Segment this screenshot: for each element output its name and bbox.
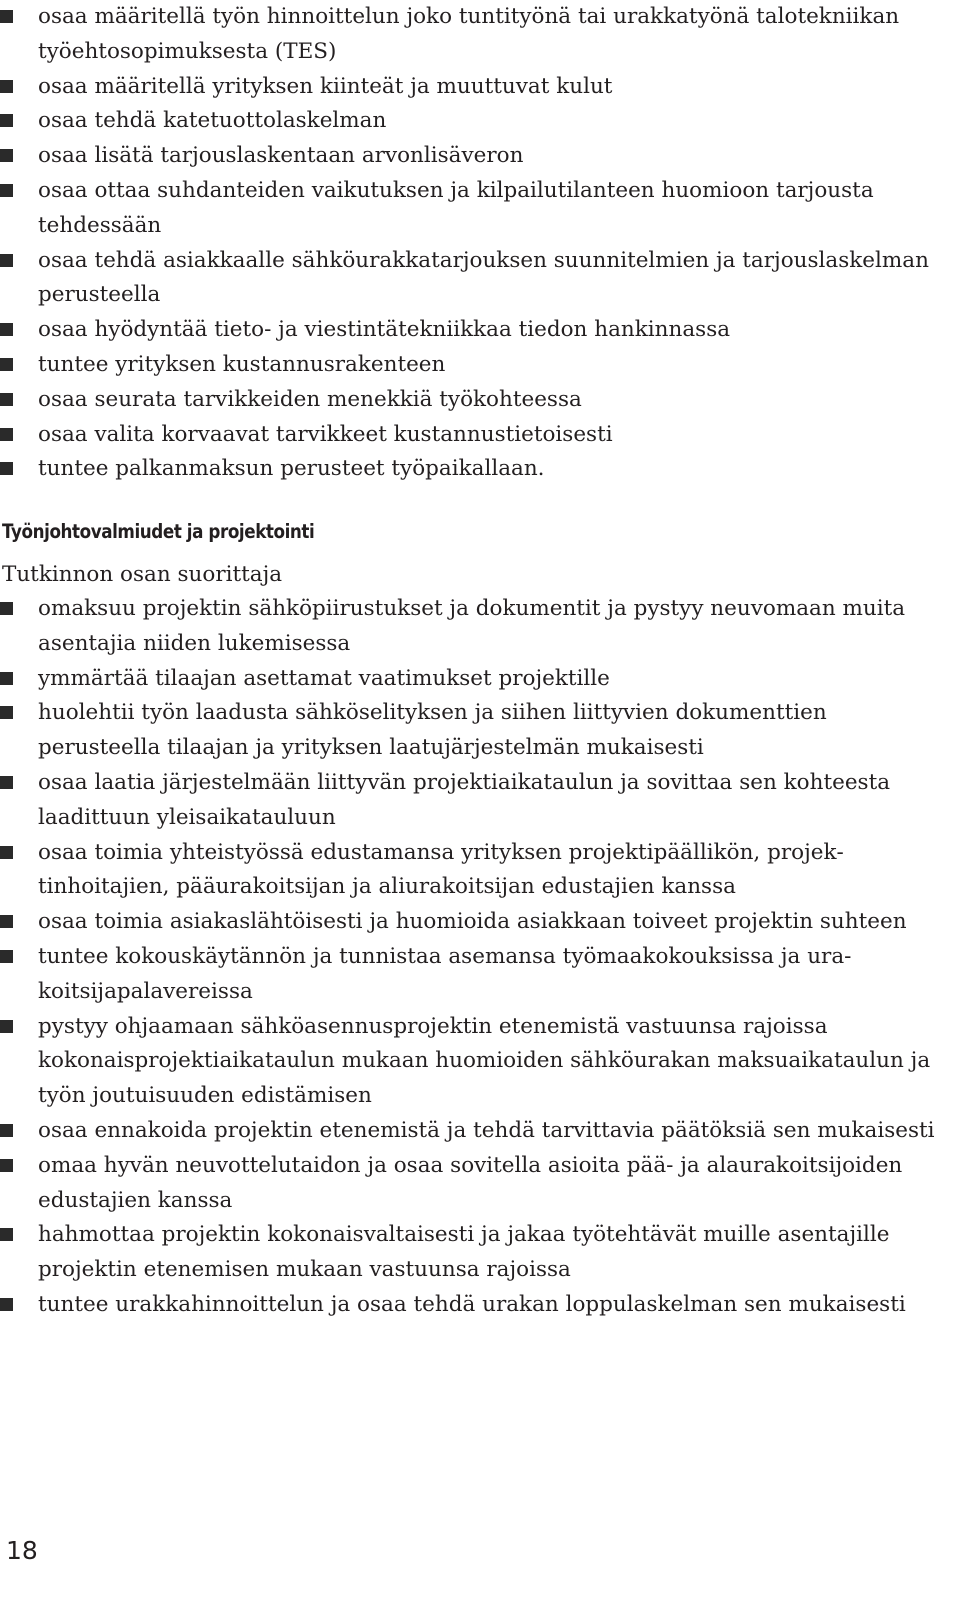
list-item-text: tuntee yrityksen kustannusrakenteen: [38, 351, 446, 377]
square-bullet-icon: [0, 602, 13, 615]
list-item-text: osaa tehdä asiakkaalle sähköurakkatarjouksen suunnitelmien ja tarjouslaskelman perusteella: [38, 247, 929, 308]
list-item-text: tuntee urakkahinnoittelun ja osaa tehdä urakan loppulaskelman sen mukaisesti: [38, 1291, 906, 1317]
square-bullet-icon: [0, 462, 13, 475]
list-item-text: osaa lisätä tarjouslaskentaan arvonlisäveron: [38, 143, 524, 169]
square-bullet-icon: [0, 846, 13, 859]
square-bullet-icon: [0, 1159, 13, 1172]
list-item-text: tuntee kokouskäytännön ja tunnistaa asemansa työmaakokouksissa ja urakoitsijapalavereissa: [38, 943, 852, 1004]
square-bullet-icon: [0, 1298, 13, 1311]
list-item-text: osaa toimia asiakaslähtöisesti ja huomioida asiakkaan toiveet projektin suhteen: [38, 909, 907, 935]
page-number: 18: [6, 1536, 38, 1565]
square-bullet-icon: [0, 915, 13, 928]
list-item-text: osaa ennakoida projektin etenemistä ja tehdä tarvittavia päätöksiä sen mukaisesti: [38, 1117, 935, 1143]
square-bullet-icon: [0, 149, 13, 162]
list-item: [0, 104, 935, 139]
list-item-text: osaa tehdä katetuottolaskelman: [38, 108, 387, 134]
square-bullet-icon: [0, 1020, 13, 1033]
list-item-text: omaksuu projektin sähköpiirustukset ja dokumentit ja pystyy neuvomaan muita asentajia niiden lukemisessa: [38, 596, 906, 656]
list-item-text: osaa toimia yhteistyössä edustamansa yrityksen projektipäällikön, projektinhoitajien, pääurakoitsijan ja aliurakoitsijan edustajien kanssa: [38, 839, 844, 900]
square-bullet-icon: [0, 114, 13, 127]
list-item-text: osaa valita korvaavat tarvikkeet kustannustietoisesti: [38, 421, 613, 447]
square-bullet-icon: [0, 254, 13, 267]
list-item: [0, 836, 935, 906]
square-bullet-icon: [0, 1124, 13, 1137]
list-item: [0, 139, 935, 174]
skills-list-pricing: [0, 0, 935, 487]
square-bullet-icon: [0, 950, 13, 963]
square-bullet-icon: [0, 10, 13, 23]
list-item-text: huolehtii työn laadusta sähköselityksen ja siihen liittyvien dokumenttien perusteella tilaajan ja yrityksen laatujärjestelmän mukaisesti: [38, 700, 827, 761]
list-item: [0, 452, 935, 487]
list-item: [0, 766, 935, 836]
list-item: [0, 1114, 935, 1149]
list-item-text: pystyy ohjaamaan sähköasennusprojektin etenemistä vastuunsa rajoissa kokonaisprojektiaikataulun mukaan huomioiden sähköurakan maksuaikataulun ja työn joutuisuuden edistämisen: [38, 1013, 931, 1109]
square-bullet-icon: [0, 706, 13, 719]
square-bullet-icon: [0, 428, 13, 441]
list-item: [0, 348, 935, 383]
skills-list-project-management: [0, 592, 935, 1323]
list-item-text: osaa määritellä yrityksen kiinteät ja muuttuvat kulut: [38, 73, 613, 99]
list-item-text: osaa seurata tarvikkeiden menekkiä työkohteessa: [38, 386, 582, 412]
square-bullet-icon: [0, 393, 13, 406]
square-bullet-icon: [0, 1228, 13, 1241]
list-item: [0, 940, 935, 1010]
list-item: [0, 418, 935, 453]
list-item-text: osaa hyödyntää tieto- ja viestintätekniikkaa tiedon hankinnassa: [38, 317, 731, 343]
list-item: [0, 0, 935, 70]
list-item-text: hahmottaa projektin kokonaisvaltaisesti ja jakaa työtehtävät muille asentajille projektin etenemisen mukaan vastuunsa rajoissa: [38, 1222, 890, 1283]
list-item-text: osaa laatia järjestelmään liittyvän projektiaikataulun ja sovittaa sen kohteesta laadittuun yleisaikatauluun: [38, 769, 891, 830]
list-item: [0, 244, 935, 314]
list-item-text: tuntee palkanmaksun perusteet työpaikallaan.: [38, 456, 545, 482]
list-item: [0, 662, 935, 697]
square-bullet-icon: [0, 672, 13, 685]
list-item-text: osaa määritellä työn hinnoittelun joko tuntityönä tai urakkatyönä talotekniikan työehtosopimuksesta (TES): [38, 4, 900, 64]
section-subheading: Tutkinnon osan suorittaja: [2, 562, 283, 587]
list-item: [0, 1010, 935, 1114]
list-item: [0, 905, 935, 940]
list-item-text: osaa ottaa suhdanteiden vaikutuksen ja kilpailutilanteen huomioon tarjousta tehdessään: [38, 177, 874, 238]
section-heading: Työnjohtovalmiudet ja projektointi: [2, 520, 315, 543]
list-item: [0, 1149, 935, 1219]
square-bullet-icon: [0, 80, 13, 93]
square-bullet-icon: [0, 776, 13, 789]
square-bullet-icon: [0, 323, 13, 336]
list-item: [0, 70, 935, 105]
square-bullet-icon: [0, 358, 13, 371]
list-item: [0, 1218, 935, 1288]
list-item: [0, 174, 935, 244]
list-item: [0, 313, 935, 348]
list-item: [0, 383, 935, 418]
list-item-text: ymmärtää tilaajan asettamat vaatimukset projektille: [38, 665, 610, 691]
list-item-text: omaa hyvän neuvottelutaidon ja osaa sovitella asioita pää- ja alaurakoitsijoiden edustajien kanssa: [38, 1152, 903, 1213]
list-item: [0, 592, 935, 662]
list-item: [0, 1288, 935, 1323]
square-bullet-icon: [0, 184, 13, 197]
list-item: [0, 696, 935, 766]
